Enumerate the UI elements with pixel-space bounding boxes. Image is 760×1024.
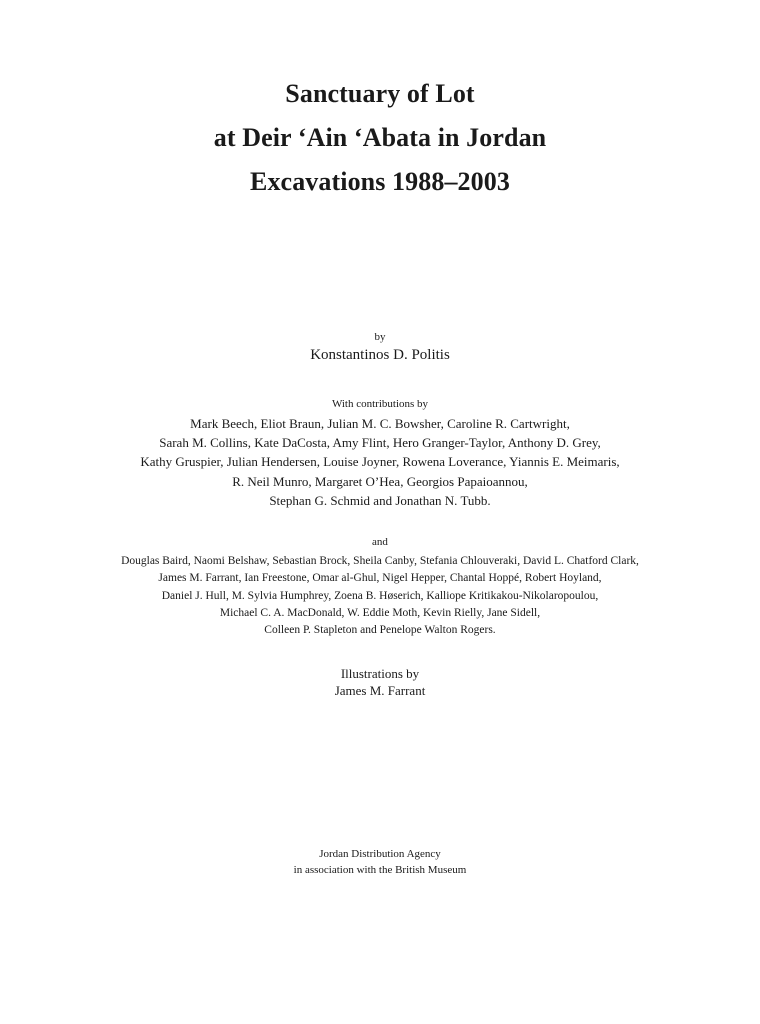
- contributors-line: R. Neil Munro, Margaret O’Hea, Georgios Papaioannou,: [232, 473, 528, 489]
- additional-contributors-section: [0, 535, 760, 639]
- illustrator-name: James M. Farrant: [334, 683, 426, 698]
- author-name: Konstantinos D. Politis: [310, 347, 450, 363]
- additional-contributors-line: Douglas Baird, Naomi Belshaw, Sebastian Brock, Sheila Canby, Stefania Chlouveraki, David L. Chatford Clark,: [121, 555, 639, 567]
- publisher-imprint: [0, 846, 760, 878]
- contributors-line: Sarah M. Collins, Kate DaCosta, Amy Flint, Hero Granger-Taylor, Anthony D. Grey,: [159, 435, 601, 451]
- contributors-line: Mark Beech, Eliot Braun, Julian M. C. Bowsher, Caroline R. Cartwright,: [190, 416, 570, 431]
- and-label: and: [372, 536, 388, 548]
- publisher-line-2: in association with the British Museum: [293, 864, 467, 876]
- additional-contributors-line: Michael C. A. MacDonald, W. Eddie Moth, Kevin Rielly, Jane Sidell,: [219, 606, 541, 619]
- book-title: [0, 72, 760, 204]
- illustrations-label: Illustrations by: [340, 666, 420, 681]
- by-label: by: [374, 331, 386, 343]
- title-line-2: at Deir ‘Ain ‘Abata in Jordan: [213, 123, 547, 152]
- contributors-line: Kathy Gruspier, Julian Hendersen, Louise Joyner, Rowena Loverance, Yiannis E. Meimaris,: [140, 454, 620, 470]
- additional-contributors-line: Colleen P. Stapleton and Penelope Walton Rogers.: [264, 624, 496, 637]
- contributors-section: [0, 397, 760, 510]
- illustrations-credit: [0, 665, 760, 699]
- title-line-1: Sanctuary of Lot: [285, 79, 475, 108]
- contributors-line: Stephan G. Schmid and Jonathan N. Tubb.: [269, 492, 491, 508]
- additional-contributors-line: Daniel J. Hull, M. Sylvia Humphrey, Zoena B. Høserich, Kalliope Kritikakou-Nikolaropoulou,: [161, 589, 599, 602]
- byline: [0, 330, 760, 365]
- contributors-intro: With contributions by: [331, 398, 429, 410]
- additional-contributors-line: James M. Farrant, Ian Freestone, Omar al-Ghul, Nigel Hepper, Chantal Hoppé, Robert Hoyland,: [158, 572, 602, 585]
- publisher-line-1: Jordan Distribution Agency: [319, 848, 441, 860]
- title-line-3: Excavations 1988–2003: [250, 167, 510, 196]
